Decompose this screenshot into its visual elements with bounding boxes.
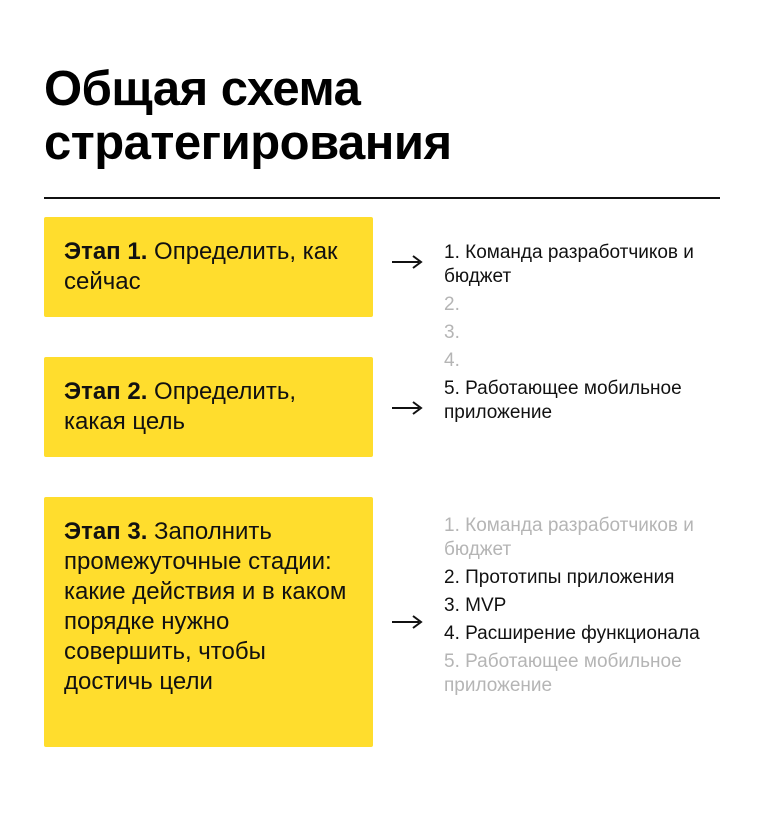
page-title: [44, 62, 724, 170]
list-item: 4.: [444, 350, 460, 371]
stage-1-label: Этап 1.: [64, 238, 148, 265]
list-item: 5. Работающее мобильное приложение: [444, 378, 682, 423]
stage-2-label: Этап 2.: [64, 378, 148, 405]
stage-3-text: Заполнить промежуточные стадии: какие действия и в каком порядке нужно совершить, чтобы достичь цели: [64, 518, 347, 695]
list-item: 1. Команда разработчиков и бюджет: [444, 515, 694, 560]
stage-1-box: [44, 217, 373, 317]
list-item: 1. Команда разработчиков и бюджет: [444, 242, 694, 287]
stage-2-text: Определить, какая цель: [64, 378, 296, 435]
stage-3-box: [44, 497, 373, 747]
stage-1-text: Определить, как сейчас: [64, 238, 338, 295]
arrow-right-icon: [392, 401, 424, 415]
list-item: 2.: [444, 294, 460, 315]
stage-3-label: Этап 3.: [64, 518, 148, 545]
list-item: 2. Прототипы приложения: [444, 567, 675, 588]
title-line-2: стратегирования: [44, 116, 452, 170]
title-line-1: Общая схема: [44, 62, 361, 116]
list-item: 5. Работающее мобильное приложение: [444, 651, 682, 696]
intermediate-stages-list: [444, 514, 744, 702]
list-item: 3.: [444, 322, 460, 343]
list-item: 4. Расширение функционала: [444, 623, 700, 644]
title-divider: [44, 197, 720, 199]
arrow-right-icon: [392, 615, 424, 629]
current-to-goal-list: [444, 241, 744, 429]
arrow-right-icon: [392, 255, 424, 269]
stage-2-box: [44, 357, 373, 457]
list-item: 3. MVP: [444, 595, 507, 616]
